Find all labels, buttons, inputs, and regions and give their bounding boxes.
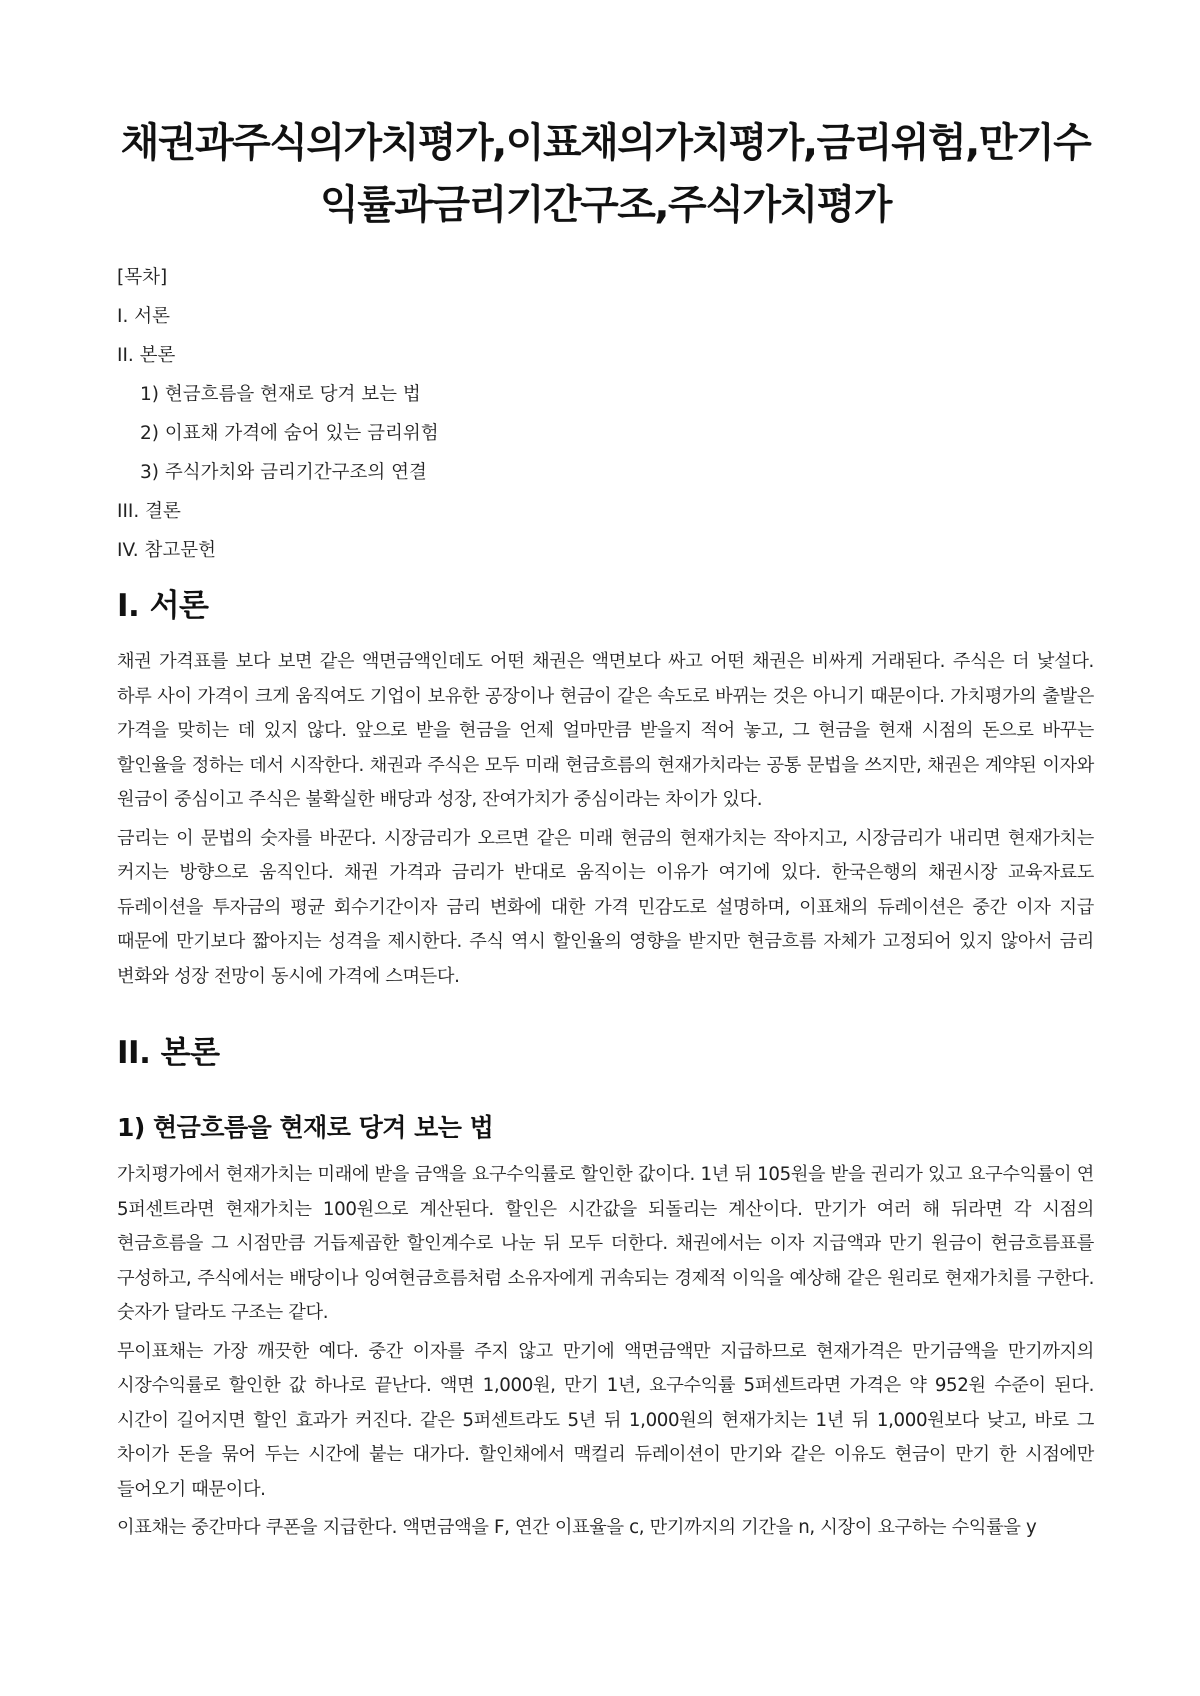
toc-item-references: IV. 참고문헌 — [117, 540, 216, 561]
toc-item-body-1: 1) 현금흐름을 현재로 당겨 보는 법 — [140, 384, 421, 405]
section-heading-introduction: I. 서론 — [117, 588, 209, 624]
section-heading-body: II. 본론 — [117, 1035, 220, 1071]
paragraph: 이표채는 중간마다 쿠폰을 지급한다. 액면금액을 F, 연간 이표율을 c, 만기까지의 기간을 n, 시장이 요구하는 수익률을 y — [117, 1517, 1037, 1538]
toc-item-conclusion: III. 결론 — [117, 501, 181, 522]
toc-item-body-2: 2) 이표채 가격에 숨어 있는 금리위험 — [140, 423, 439, 444]
paragraph: 가치평가에서 현재가치는 미래에 받을 금액을 요구수익률로 할인한 값이다. 1년 뒤 105원을 받을 권리가 있고 요구수익률이 연 5퍼센트라면 현재가치는 100원으로 계산된다. 할인은 시간값을 되돌리는 계산이다. 만기가 여러 해 뒤라면 각 시점의 현금흐름을 그 시점만큼 거듭제곱한 할인계수로 나눈 뒤 모두 더한다. 채권에서는 이자 지급액과 만기 원금이 현금흐름표를 구성하고, 주식에서는 배당이나 잉여현금흐름처럼 소유자에게 귀속되는 경제적 이익을 예상해 같은 원리로 현재가치를 구한다. 숫자가 달라도 구조는 같다. — [117, 1164, 1094, 1323]
toc-heading: [목차] — [117, 267, 168, 288]
paragraph: 채권 가격표를 보다 보면 같은 액면금액인데도 어떤 채권은 액면보다 싸고 어떤 채권은 비싸게 거래된다. 주식은 더 낯설다. 하루 사이 가격이 크게 움직여도 기업이 보유한 공장이나 현금이 같은 속도로 바뀌는 것은 아니기 때문이다. 가치평가의 출발은 가격을 맞히는 데 있지 않다. 앞으로 받을 현금을 언제 얼마만큼 받을지 적어 놓고, 그 현금을 현재 시점의 돈으로 바꾸는 할인율을 정하는 데서 시작한다. 채권과 주식은 모두 미래 현금흐름의 현재가치라는 공통 문법을 쓰지만, 채권은 계약된 이자와 원금이 중심이고 주식은 불확실한 배당과 성장, 잔여가치가 중심이라는 차이가 있다. — [117, 651, 1094, 810]
toc-item-body: II. 본론 — [117, 345, 176, 366]
table-of-contents — [117, 266, 1094, 563]
toc-item-body-3: 3) 주식가치와 금리기간구조의 연결 — [140, 462, 427, 483]
document-title: 채권과주식의가치평가,이표채의가치평가,금리위험,만기수익률과금리기간구조,주식가치평가 — [120, 120, 1091, 228]
toc-item-introduction: I. 서론 — [117, 306, 170, 327]
paragraph: 금리는 이 문법의 숫자를 바꾼다. 시장금리가 오르면 같은 미래 현금의 현재가치는 작아지고, 시장금리가 내리면 현재가치는 커지는 방향으로 움직인다. 채권 가격과 금리가 반대로 움직이는 이유가 여기에 있다. 한국은행의 채권시장 교육자료도 듀레이션을 투자금의 평균 회수기간이자 금리 변화에 대한 가격 민감도로 설명하며, 이표채의 듀레이션은 중간 이자 지급 때문에 만기보다 짧아지는 성격을 제시한다. 주식 역시 할인율의 영향을 받지만 현금흐름 자체가 고정되어 있지 않아서 금리 변화와 성장 전망이 동시에 가격에 스며든다. — [117, 827, 1094, 987]
paragraph: 무이표채는 가장 깨끗한 예다. 중간 이자를 주지 않고 만기에 액면금액만 지급하므로 현재가격은 만기금액을 만기까지의 시장수익률로 할인한 값 하나로 끝난다. 액면 1,000원, 만기 1년, 요구수익률 5퍼센트라면 가격은 약 952원 수준이 된다. 시간이 길어지면 할인 효과가 커진다. 같은 5퍼센트라도 5년 뒤 1,000원의 현재가치는 1년 뒤 1,000원보다 낮고, 바로 그 차이가 돈을 묶어 두는 시간에 붙는 대가다. 할인채에서 맥컬리 듀레이션이 만기와 같은 이유도 현금이 만기 한 시점에만 들어오기 때문이다. — [117, 1340, 1094, 1500]
subsection-heading-cash-flow: 1) 현금흐름을 현재로 당겨 보는 법 — [117, 1113, 494, 1142]
